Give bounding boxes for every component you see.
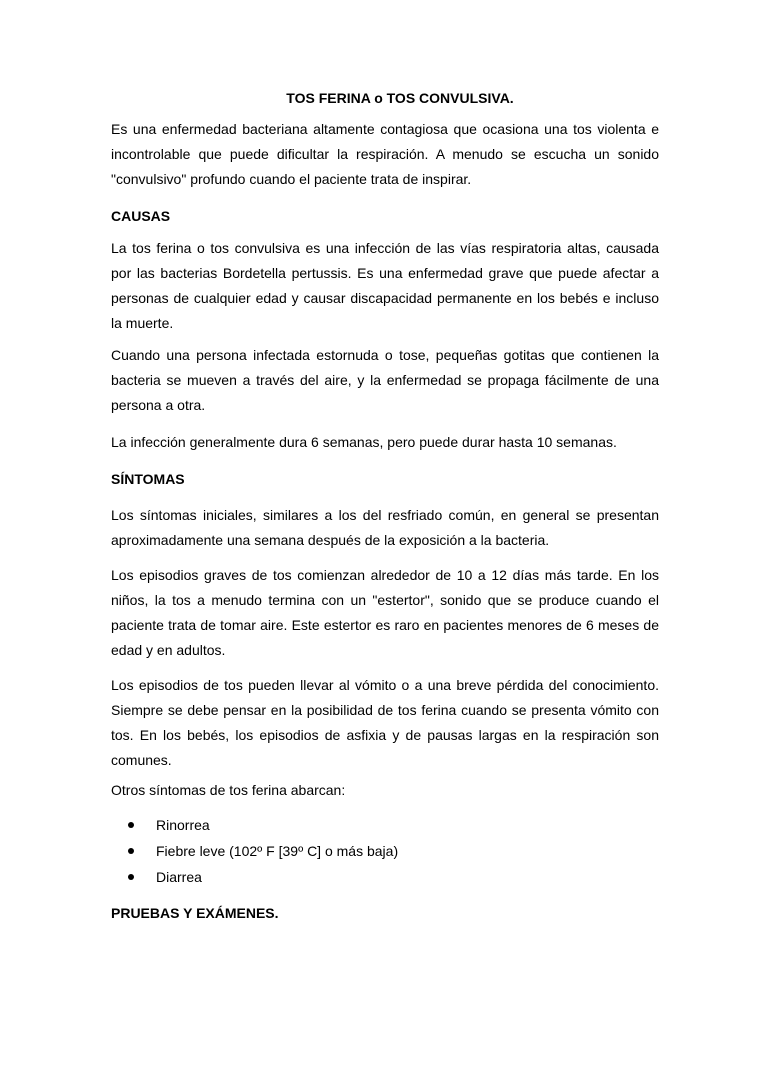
sintomas-heading: SÍNTOMAS [111, 471, 185, 487]
sintomas-paragraph-2: Los episodios graves de tos comienzan alrededor de 10 a 12 días más tarde. En los niños, la tos a menudo termina con un "estertor", sonido que se produce cuando el paciente trata de tomar aire. Este estertor es raro en pacientes menores de 6 meses de edad y en adultos. [111, 567, 659, 658]
symptoms-list [111, 812, 659, 890]
bullet-icon [128, 848, 134, 854]
causas-paragraph-3: La infección generalmente dura 6 semanas, pero puede durar hasta 10 semanas. [111, 434, 617, 450]
list-item [111, 812, 659, 838]
intro-paragraph: Es una enfermedad bacteriana altamente contagiosa que ocasiona una tos violenta e incontrolable que puede dificultar la respiración. A menudo se escucha un sonido "convulsivo" profundo cuando el paciente trata de inspirar. [111, 121, 659, 187]
sintomas-paragraph-4: Otros síntomas de tos ferina abarcan: [111, 782, 346, 798]
causas-paragraph-2: Cuando una persona infectada estornuda o tose, pequeñas gotitas que contienen la bacteria se mueven a través del aire, y la enfermedad se propaga fácilmente de una persona a otra. [111, 347, 659, 413]
list-item-label: Diarrea [156, 869, 202, 885]
pruebas-heading: PRUEBAS Y EXÁMENES. [111, 905, 279, 921]
list-item [111, 864, 659, 890]
causas-paragraph-1: La tos ferina o tos convulsiva es una infección de las vías respiratoria altas, causada por las bacterias Bordetella pertussis. Es una enfermedad grave que puede afectar a personas de cualquier edad y causar discapacidad permanente en los bebés e incluso la muerte. [111, 240, 659, 331]
sintomas-paragraph-3: Los episodios de tos pueden llevar al vómito o a una breve pérdida del conocimiento. Siempre se debe pensar en la posibilidad de tos ferina cuando se presenta vómito con tos. En los bebés, los episodios de asfixia y de pausas largas en la respiración son comunes. [111, 677, 659, 768]
sintomas-paragraph-1: Los síntomas iniciales, similares a los del resfriado común, en general se presentan aproximadamente una semana después de la exposición a la bacteria. [111, 507, 659, 548]
list-item-label: Fiebre leve (102º F [39º C] o más baja) [156, 843, 399, 859]
causas-heading: CAUSAS [111, 208, 171, 224]
document-title: TOS FERINA o TOS CONVULSIVA. [286, 90, 514, 106]
list-item [111, 838, 659, 864]
bullet-icon [128, 822, 134, 828]
bullet-icon [128, 874, 134, 880]
list-item-label: Rinorrea [156, 817, 210, 833]
